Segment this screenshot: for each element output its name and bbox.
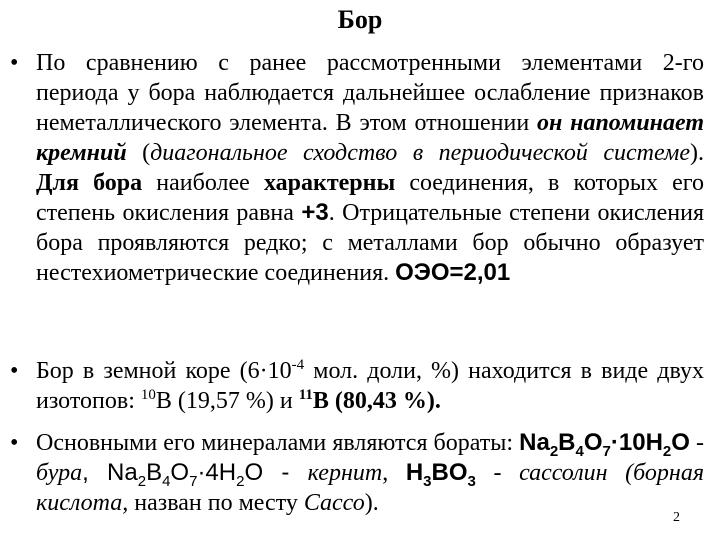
text-run: соединения, в которых его степень окисления равна (36, 170, 705, 226)
bullet-marker: • (10, 430, 19, 456)
emphasis-silicon: он напоминает кремний (36, 110, 704, 166)
text-run: B (19,57 %) и (155, 388, 299, 414)
italic-diagonal: диагональное сходство в периодической системе (150, 140, 690, 166)
bold-electronegativity: ОЭО=2,01 (395, 259, 511, 286)
superscript: 10 (140, 387, 156, 403)
text-run: наиболее (142, 170, 264, 196)
superscript: 11 (298, 387, 313, 403)
text-run: ). (364, 490, 379, 516)
text-run: ( (126, 140, 151, 166)
bold-isotope-11: B (80,43 %). (312, 388, 441, 414)
formula-boric-acid: $H_3BO_3$ (405, 459, 476, 490)
text-run: назван по месту (128, 490, 304, 516)
text-run: , (382, 460, 406, 486)
text-run: ). (690, 140, 704, 166)
bold-characteristic: характерны (263, 170, 396, 196)
bullet-marker: • (10, 358, 19, 384)
text-run: Бор в земной коре (6·10 (36, 358, 292, 384)
paragraph-minerals (36, 428, 704, 518)
formula-kernite: , $Na_2B_4O_7\cdot 4H_2O$ - (82, 459, 308, 490)
text-run: . Отрицательные степени окисления бора проявляются редко; с металлами бор обычно образует нестехиометрические соединения. (36, 200, 704, 286)
page-title: Бор (337, 5, 383, 34)
paragraph-isotopes (36, 356, 704, 416)
italic-kernite-name: кернит (307, 460, 383, 486)
text-run: - (689, 430, 704, 456)
italic-borax-name: бура (36, 460, 83, 486)
italic-sasso: Сассо (303, 490, 365, 516)
text-run: Основными его минералами являются бораты: (36, 430, 520, 456)
bold-for-boron: Для бора (36, 170, 143, 196)
bullet-marker: • (10, 50, 19, 76)
text-run: мол. доли, %) находится в виде двух изотопов: (36, 358, 705, 414)
formula-borax: $Na_2B_4O_7\cdot 10H_2O$ (519, 429, 690, 460)
text-run: - (475, 460, 520, 486)
text-run: По сравнению с ранее рассмотренными элементами 2-го периода у бора наблюдается дальнейшее ослабление признаков неметаллического элемента. В этом отношении (36, 50, 704, 136)
page-number: 2 (673, 510, 680, 525)
paragraph-comparison (36, 48, 704, 288)
bold-oxidation-state: +3 (301, 199, 329, 226)
superscript: -4 (291, 357, 305, 373)
italic-sassolite: сассолин (борная кислота, (36, 460, 704, 516)
